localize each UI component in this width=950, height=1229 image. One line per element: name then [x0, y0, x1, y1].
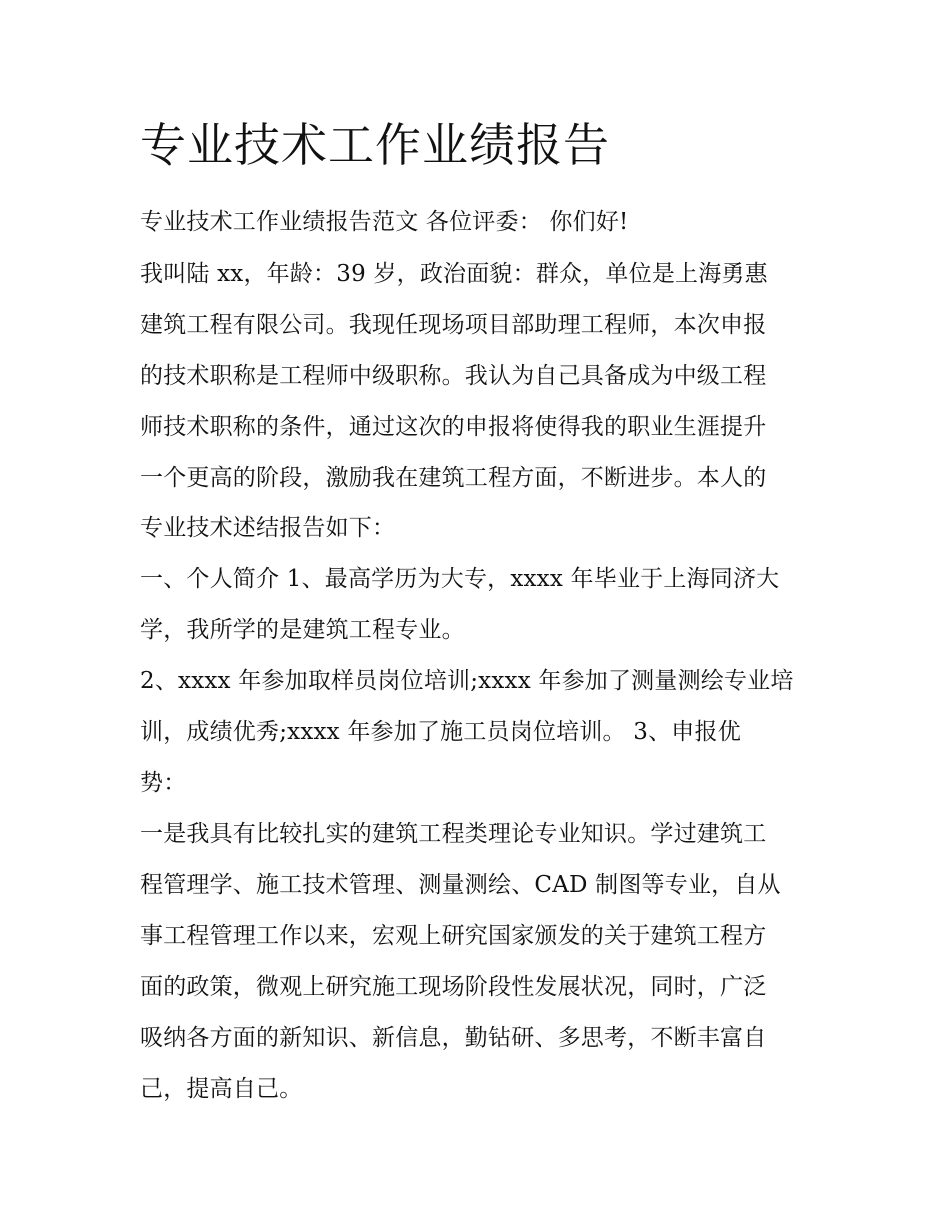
- body-line: 面的政策，微观上研究施工现场阶段性发展状况，同时，广泛: [140, 974, 767, 1000]
- document-title: 专业技术工作业绩报告: [140, 118, 610, 172]
- body-line: 吸纳各方面的新知识、新信息，勤钻研、多思考，不断丰富自: [140, 1025, 767, 1051]
- body-line-section-1: 一、个人简介 1、最高学历为大专，xxxx 年毕业于上海同济大: [140, 566, 780, 592]
- body-line: 专业技术述结报告如下：: [140, 515, 396, 541]
- body-line: 建筑工程有限公司。我现任现场项目部助理工程师，本次申报: [140, 312, 767, 338]
- body-line: 一个更高的阶段，激励我在建筑工程方面，不断进步。本人的: [140, 465, 767, 491]
- body-line: 2、xxxx 年参加取样员岗位培训;xxxx 年参加了测量测绘专业培: [140, 668, 794, 694]
- body-line: 势：: [140, 770, 187, 796]
- body-line: 师技术职称的条件，通过这次的申报将使得我的职业生涯提升: [140, 414, 767, 440]
- body-line: 程管理学、施工技术管理、测量测绘、CAD 制图等专业，自从: [140, 872, 781, 898]
- body-line-intro: 专业技术工作业绩报告范文 各位评委： 你们好!: [140, 209, 629, 235]
- body-line: 学，我所学的是建筑工程专业。: [140, 617, 465, 643]
- body-line: 事工程管理工作以来，宏观上研究国家颁发的关于建筑工程方: [140, 923, 767, 949]
- body-line: 训，成绩优秀;xxxx 年参加了施工员岗位培训。 3、申报优: [140, 719, 741, 745]
- body-line: 己，提高自己。: [140, 1076, 303, 1102]
- body-line-point-1: 一是我具有比较扎实的建筑工程类理论专业知识。学过建筑工: [140, 821, 767, 847]
- body-line: 的技术职称是工程师中级职称。我认为自己具备成为中级工程: [140, 363, 767, 389]
- body-line: 我叫陆 xx，年龄：39 岁，政治面貌：群众，单位是上海勇惠: [140, 261, 768, 287]
